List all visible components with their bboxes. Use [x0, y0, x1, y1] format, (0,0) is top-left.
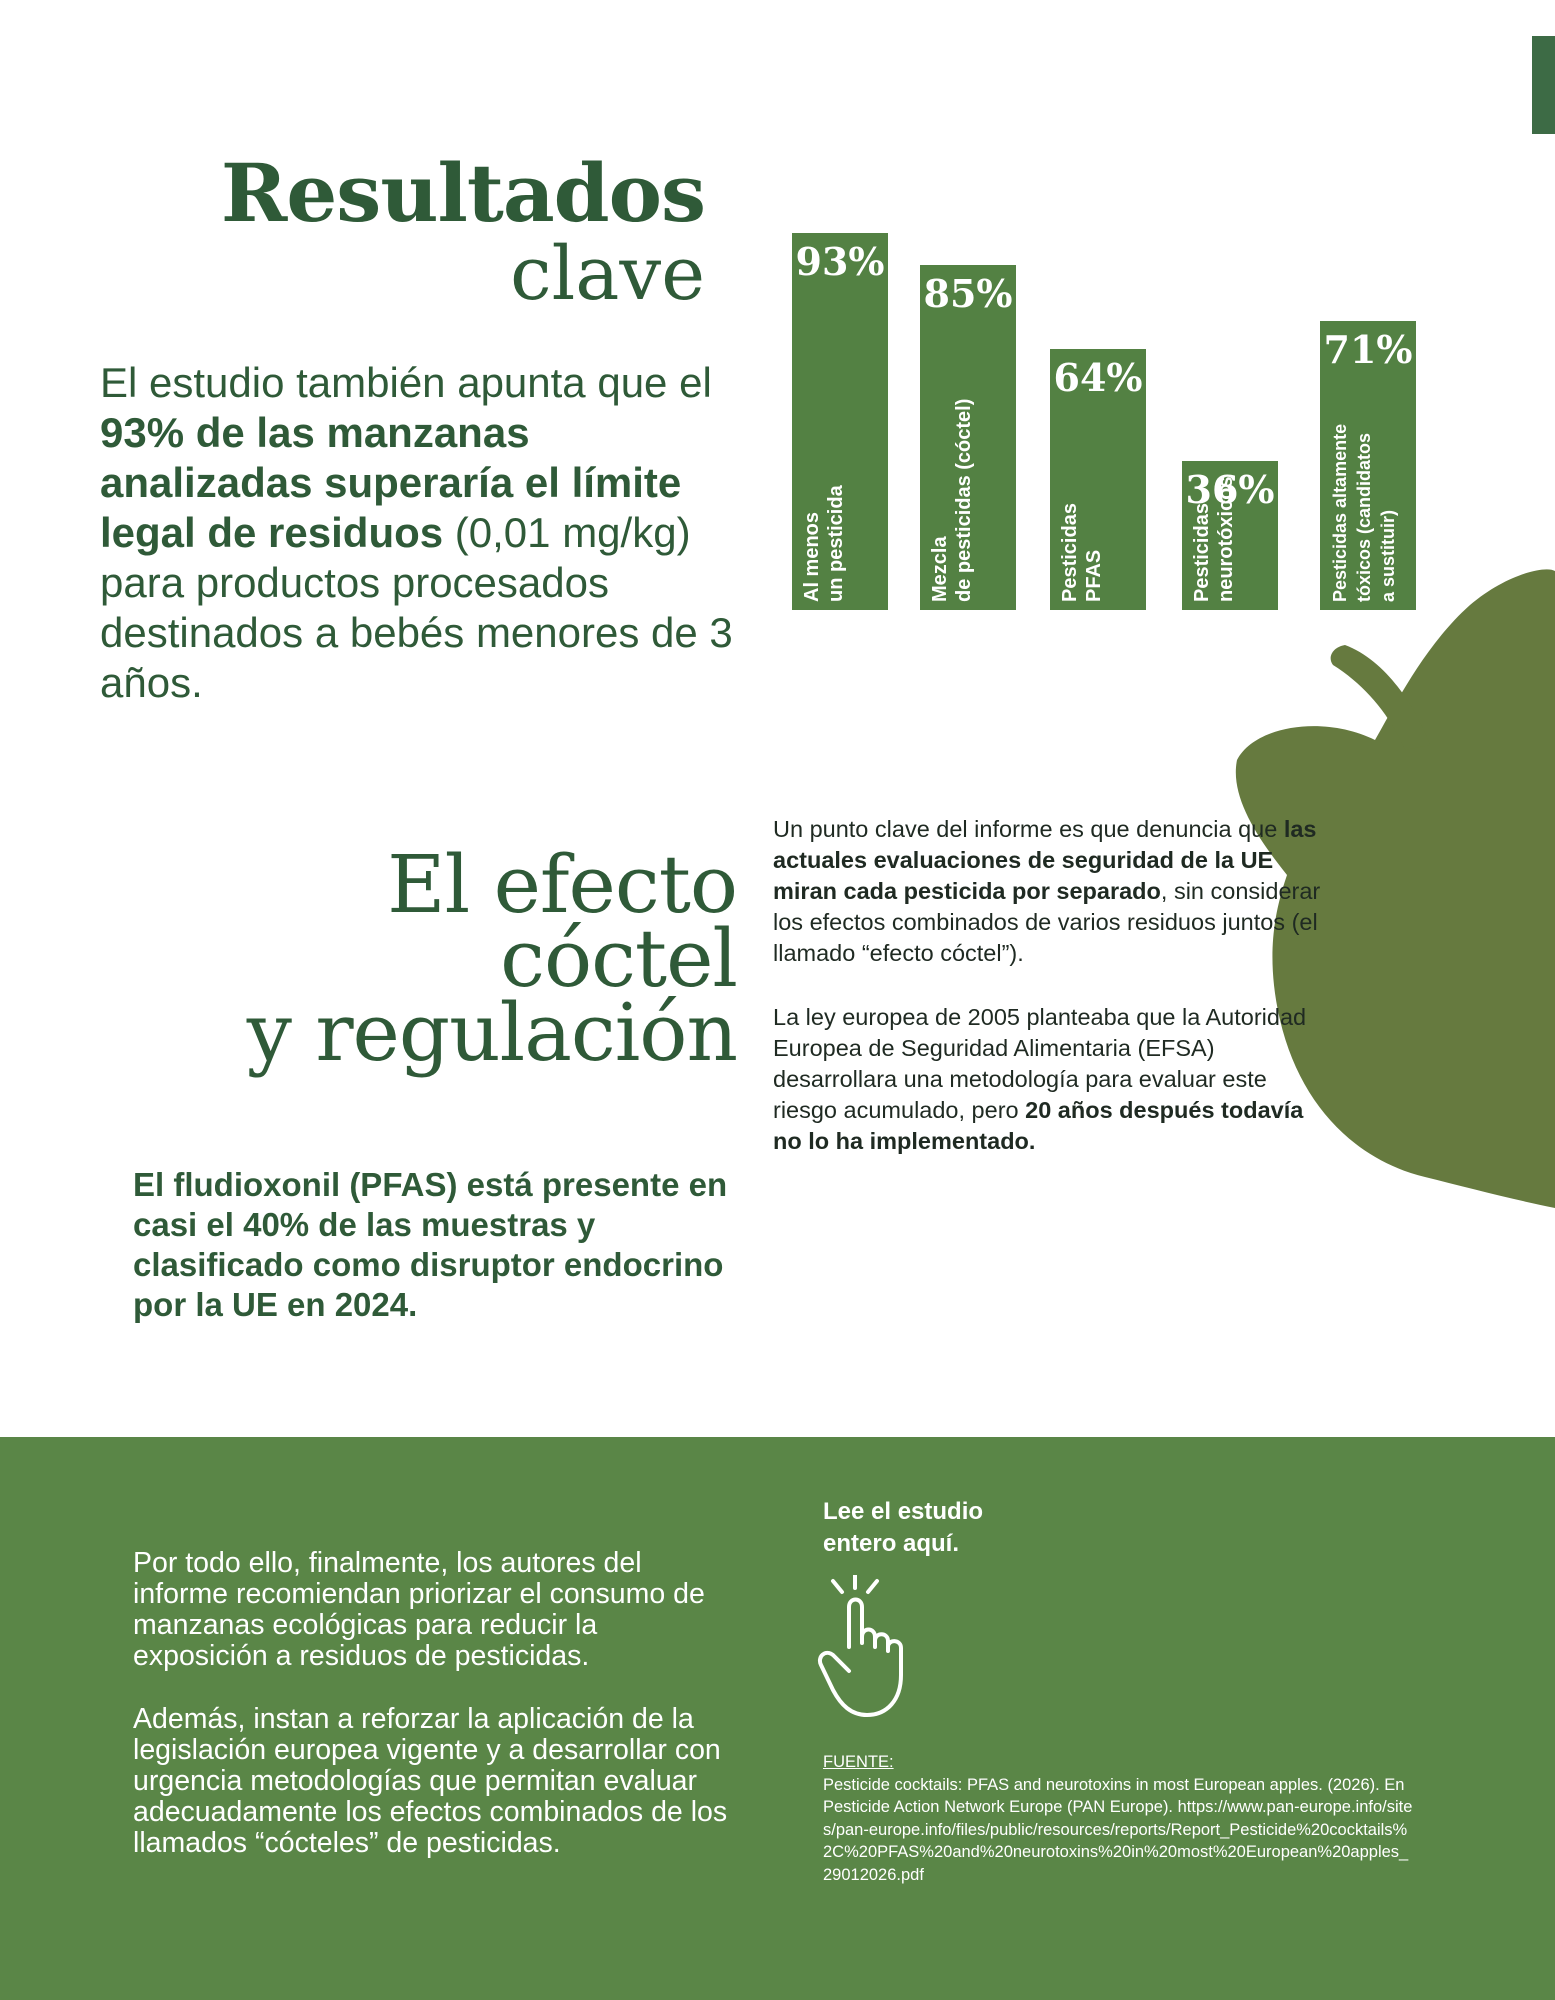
para1-text-b: , sin considerar los efectos combinados de varios residuos juntos (el llamado “efecto cóctel”).	[773, 878, 1321, 966]
read-study-line2: entero aquí.	[823, 1530, 960, 1557]
chart-bar	[1050, 349, 1146, 610]
read-study-line1: Lee el estudio	[823, 1498, 984, 1525]
chart-bar	[920, 265, 1016, 610]
chart-category-label: Al menos un pesticida	[801, 485, 847, 602]
chart-bar	[1320, 321, 1416, 610]
chart-value-label: 93%	[795, 239, 885, 284]
chart-category-label: Pesticidas altamente tóxicos (candidatos a sustituir)	[1330, 423, 1398, 602]
chart-value-label: 85%	[923, 271, 1013, 316]
intro-text-1: El estudio también apunta que el	[100, 359, 712, 406]
para2-text-bold: 20 años después todavía no lo ha implementado.	[773, 1097, 1304, 1154]
para2-text-a: La ley europea de 2005 planteaba que la Autoridad Europea de Seguridad Alimentaria (EFSA) desarrollara una metodología para evaluar este riesgo acumulado, pero	[773, 1004, 1307, 1123]
results-intro	[100, 358, 740, 708]
intro-text-bold: 93% de las manzanas analizadas superaría el límite legal de residuos	[100, 409, 682, 556]
footer-text-1: Por todo ello, finalmente, los autores del informe recomiendan priorizar el consumo de manzanas ecológicas para reducir la exposición a residuos de pesticidas.	[133, 1547, 705, 1672]
intro-text-2: (0,01 mg/kg) para productos procesados destinados a bebés menores de 3 años.	[100, 509, 733, 706]
results-heading	[180, 146, 705, 317]
chart-bar	[792, 233, 888, 610]
source-text[interactable]: Pesticide cocktails: PFAS and neurotoxins in most European apples. (2026). En Pesticide Action Network Europe (PAN Europe). https://www.pan-europe.info/sites/pan-europe.info/files/public/resources/reports/Report_Pesticide%20cocktails%2C%20PFAS%20and%20neurotoxins%20in%20most%20European%20apples_29012026.pdf	[823, 1775, 1413, 1884]
corner-tab	[1532, 36, 1555, 134]
chart-category-label: Mezcla de pesticidas (cóctel)	[929, 398, 975, 602]
chart-value-label: 71%	[1323, 327, 1413, 372]
read-study-link[interactable]	[823, 1496, 983, 1560]
coctel-heading	[180, 838, 737, 1079]
para1-text-a: Un punto clave del informe es que denuncia que	[773, 816, 1284, 842]
para1-text-bold: las actuales evaluaciones de seguridad de la UE miran cada pesticida por separado	[773, 816, 1317, 904]
coctel-paragraph-2	[773, 1002, 1328, 1157]
results-title-line1: Resultados	[220, 146, 705, 240]
fludioxonil-callout: El fludioxonil (PFAS) está presente en casi el 40% de las muestras y clasificado como disruptor endocrino por la UE en 2024.	[133, 1166, 728, 1323]
chart-bar	[1182, 461, 1278, 610]
footer-text-2: Además, instan a reforzar la aplicación de la legislación europea vigente y a desarrollar con urgencia metodologías que permitan evaluar adecuadamente los efectos combinados de los llamados “cócteles” de pesticidas.	[133, 1703, 728, 1859]
results-title-line2: clave	[510, 231, 705, 317]
coctel-title-line1: El efecto	[387, 838, 737, 931]
chart-category-label: Pesticidas PFAS	[1059, 503, 1105, 602]
bar-chart	[780, 120, 1440, 610]
chart-value-label: 36%	[1185, 467, 1275, 512]
chart-category-label: Pesticidas neurotóxicos	[1191, 476, 1237, 602]
coctel-title-line3: y regulación	[246, 986, 737, 1079]
source-block	[823, 1751, 1413, 1886]
coctel-title-line2: cóctel	[500, 912, 737, 1005]
chart-value-label: 64%	[1053, 355, 1143, 400]
source-title: FUENTE:	[823, 1753, 894, 1771]
pointing-hand-icon[interactable]	[815, 1575, 915, 1725]
coctel-paragraph-1	[773, 814, 1328, 969]
